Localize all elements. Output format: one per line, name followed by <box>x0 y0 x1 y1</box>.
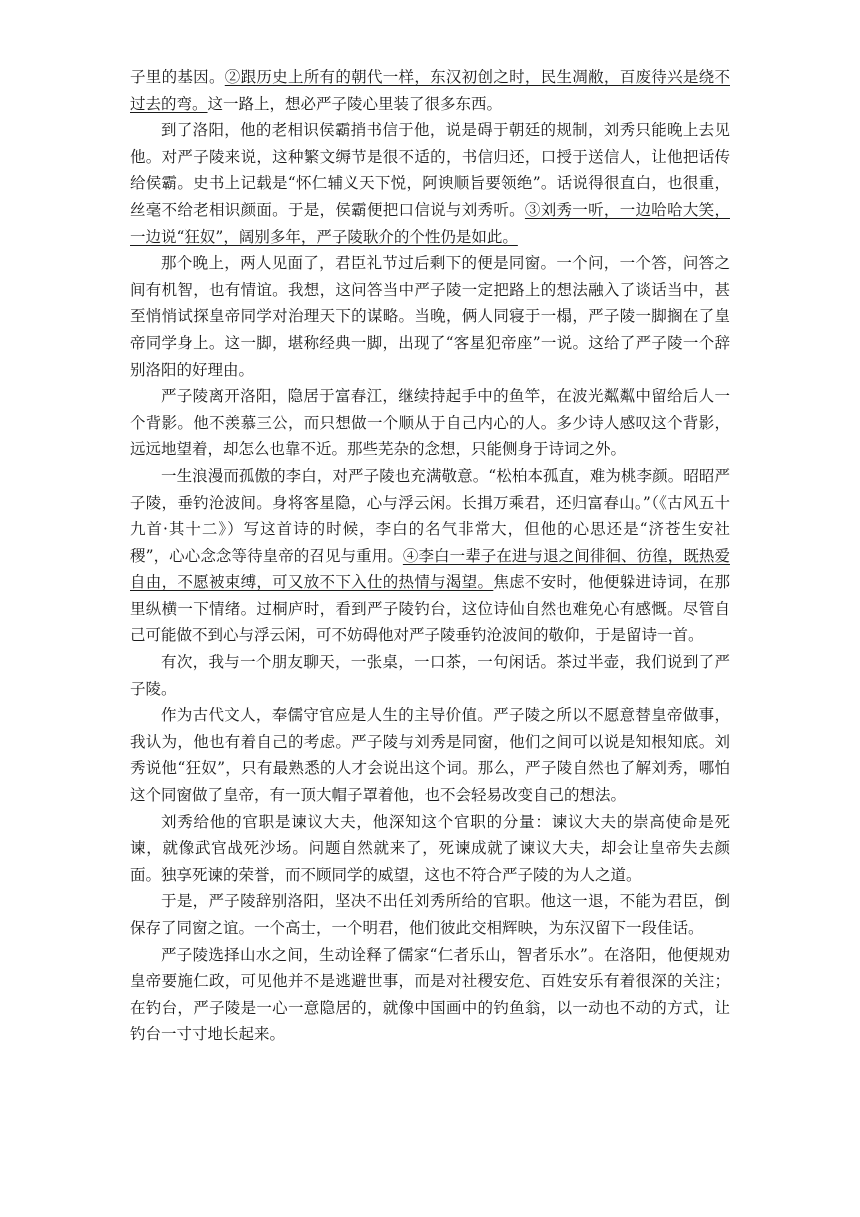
paragraph-7 <box>130 702 730 808</box>
text-segment: 子里的基因。 <box>130 68 225 86</box>
text-segment: 于是，严子陵辞别洛阳，坚决不出任刘秀所给的官职。他这一退，不能为君臣，倒保存了同窗之谊。一个高士，一个明君，他们彼此交相辉映，为东汉留下一段佳话。 <box>130 892 730 937</box>
text-segment: 这一路上，想必严子陵心里装了很多东西。 <box>207 94 503 113</box>
text-segment: 到了洛阳，他的老相识侯霸捎书信于他，说是碍于朝廷的规制，刘秀只能晚上去见他。对严子陵来说，这种繁文缛节是很不适的，书信归还，口授于送信人，让他把话传给侯霸。史书上记载是“怀仁辅义天下悦，阿谀顺旨要领绝”。话说得很直白，也很重，丝毫不给老相识颜面。于是，侯霸便把口信说与刘秀听。 <box>130 121 730 219</box>
text-segment: 那个晚上，两人见面了，君臣礼节过后剩下的便是同窗。一个问，一个答，问答之间有机智，也有情谊。我想，这问答当中严子陵一定把路上的想法融入了谈话当中，甚至悄悄试探皇帝同学对治理天下的谋略。当晚，俩人同寝于一榻，严子陵一脚搁在了皇帝同学身上。这一脚，堪称经典一脚，出现了“客星犯帝座”一说。这给了严子陵一个辞别洛阳的好理由。 <box>130 254 730 379</box>
paragraph-10 <box>130 942 730 1048</box>
paragraph-4 <box>130 383 730 463</box>
text-segment: 一生浪漫而孤傲的李白，对严子陵也充满敬意。“松柏本孤直，难为桃李颜。昭昭严子陵，垂钓沧波间。身将客星隐，心与浮云闲。长揖万乘君，还归富春山。”（《古风五十九首·其十二》）写这首诗的时候，李白的名气非常大，但他的心思还是“济苍生安社稷”，心心念念等待皇帝的召见与重用。 <box>130 466 730 565</box>
paragraph-8 <box>130 809 730 889</box>
paragraph-3 <box>130 250 730 383</box>
underlined-sentence: ③刘秀一听，一边哈哈大笑，一边说“狂奴”，阔别多年，严子陵耿介的个性仍是如此。 <box>130 200 730 246</box>
text-segment: 严子陵离开洛阳，隐居于富春江，继续持起手中的鱼竿，在波光粼粼中留给后人一个背影。他不羡慕三公，而只想做一个顺从于自己内心的人。多少诗人感叹这个背影，远远地望着，却怎么也靠不近。那些芜杂的念想，只能侧身于诗词之外。 <box>130 387 730 459</box>
text-segment: 刘秀给他的官职是谏议大夫，他深知这个官职的分量：谏议大夫的崇高使命是死谏，就像武官战死沙场。问题自然就来了，死谏成就了谏议大夫，却会让皇帝失去颜面。独享死谏的荣誉，而不顾同学的威望，这也不符合严子陵的为人之道。 <box>130 812 730 884</box>
underlined-sentence: ④李白一辈子在进与退之间徘徊、彷徨，既热爱自由，不愿被束缚，可又放不下入仕的热情与渴望。 <box>130 546 730 592</box>
paragraph-2 <box>130 117 730 250</box>
paragraph-5 <box>130 463 730 649</box>
text-segment: 作为古代文人，奉儒守官应是人生的主导价值。严子陵之所以不愿意替皇帝做事，我认为，他也有着自己的考虑。严子陵与刘秀是同窗，他们之间可以说是知根知底。刘秀说他“狂奴”，只有最熟悉的人才会说出这个词。那么，严子陵自然也了解刘秀，哪怕这个同窗做了皇帝，有一顶大帽子罩着他，也不会轻易改变自己的想法。 <box>130 706 730 805</box>
text-segment: 焦虑不安时，他便躲进诗词，在那里纵横一下情绪。过桐庐时，看到严子陵钓台，这位诗仙自然也难免心有感慨。尽管自己可能做不到心与浮云闲，可不妨碍他对严子陵垂钓沧波间的敬仰，于是留诗一首。 <box>130 573 730 645</box>
paragraph-1 <box>130 64 730 117</box>
paragraph-6 <box>130 649 730 702</box>
text-segment: 有次，我与一个朋友聊天，一张桌，一口茶，一句闲话。茶过半壶，我们说到了严子陵。 <box>130 653 730 698</box>
paragraph-9 <box>130 888 730 941</box>
text-segment: 严子陵选择山水之间，生动诠释了儒家“仁者乐山，智者乐水”。在洛阳，他便规劝皇帝要施仁政，可见他并不是逃避世事，而是对社稷安危、百姓安乐有着很深的关注；在钓台，严子陵是一心一意隐居的，就像中国画中的钓鱼翁，以一动也不动的方式，让钓台一寸寸地长起来。 <box>130 945 730 1044</box>
underlined-sentence: ②跟历史上所有的朝代一样，东汉初创之时，民生凋敝，百废待兴是绕不过去的弯。 <box>130 68 730 113</box>
